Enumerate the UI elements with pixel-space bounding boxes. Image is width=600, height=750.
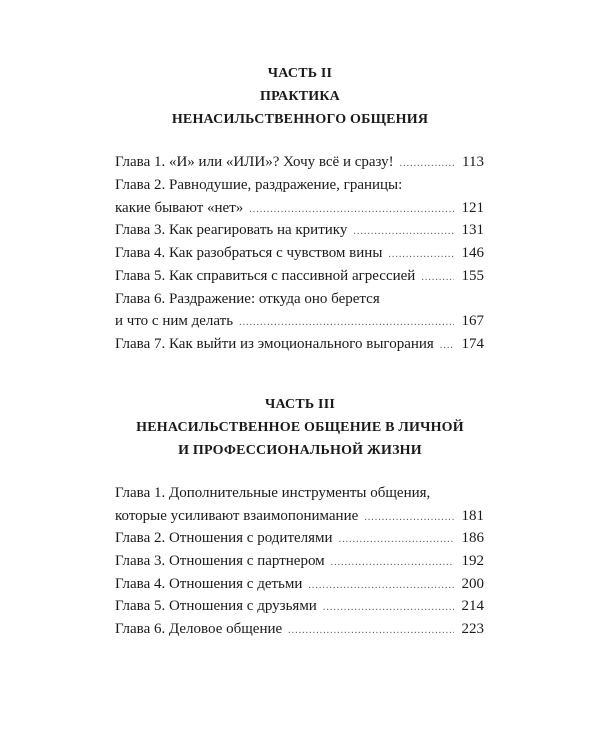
toc-page-number: 155 — [461, 268, 484, 284]
toc-entry-title-continued: которые усиливают взаимопонимание — [115, 508, 359, 524]
toc-entry-title: Глава 5. Отношения с друзьями — [115, 598, 317, 614]
leader-dots — [249, 201, 453, 219]
toc-entry-title: Глава 1. «И» или «ИЛИ»? Хочу всё и сразу! — [115, 154, 394, 170]
toc-entry-title: Глава 2. Равнодушие, раздражение, границы: — [115, 177, 403, 193]
toc-entry-part3-ch1-line1[interactable] — [115, 484, 484, 502]
toc-entry-title: Глава 7. Как выйти из эмоционального выгорания — [115, 336, 434, 352]
toc-entry-title: Глава 2. Отношения с родителями — [115, 530, 333, 546]
toc-entry-title: Глава 4. Отношения с детьми — [115, 576, 303, 592]
leader-dots — [288, 622, 453, 640]
part-2-label: ЧАСТЬ II — [267, 66, 333, 81]
toc-entry-part2-ch2[interactable] — [115, 199, 484, 217]
part-3-title-line-2: И ПРОФЕССИОНАЛЬНОЙ ЖИЗНИ — [178, 443, 422, 458]
leader-dots — [239, 314, 453, 332]
toc-page-number: 121 — [461, 200, 484, 216]
leader-dots — [353, 223, 453, 241]
toc-page-number: 223 — [461, 621, 484, 637]
toc-entry-title-continued: и что с ним делать — [115, 313, 234, 329]
toc-entry-part3-ch3[interactable] — [115, 552, 484, 570]
toc-page-number: 131 — [461, 222, 484, 238]
leader-dots — [421, 269, 453, 287]
toc-entry-part2-ch4[interactable] — [115, 244, 484, 262]
part-3-title-line-1: НЕНАСИЛЬСТВЕННОЕ ОБЩЕНИЕ В ЛИЧНОЙ — [136, 420, 464, 435]
leader-dots — [339, 531, 454, 549]
leader-dots — [308, 577, 453, 595]
toc-entry-title: Глава 1. Дополнительные инструменты общения, — [115, 485, 431, 501]
leader-dots — [364, 509, 453, 527]
part-3-label: ЧАСТЬ III — [264, 397, 336, 412]
toc-entry-part2-ch7[interactable] — [115, 335, 484, 353]
toc-entry-part2-ch3[interactable] — [115, 221, 484, 239]
toc-entry-part2-ch6[interactable] — [115, 312, 484, 330]
toc-page-number: 181 — [461, 508, 484, 524]
toc-page-number: 214 — [461, 598, 484, 614]
leader-dots — [400, 155, 454, 173]
leader-dots — [440, 337, 454, 355]
part-2-title-line-1: ПРАКТИКА — [259, 89, 340, 104]
toc-page-number: 192 — [461, 553, 484, 569]
toc-entry-part2-ch6-line1[interactable] — [115, 290, 484, 308]
toc-entry-title: Глава 4. Как разобраться с чувством вины — [115, 245, 383, 261]
toc-page-number: 167 — [461, 313, 484, 329]
toc-entry-title: Глава 6. Раздражение: откуда оно берется — [115, 291, 380, 307]
toc-entry-part2-ch1[interactable] — [115, 153, 484, 171]
toc-entry-part3-ch6[interactable] — [115, 620, 484, 638]
toc-page-number: 186 — [461, 530, 484, 546]
toc-entry-title: Глава 6. Деловое общение — [115, 621, 283, 637]
toc-entry-title: Глава 5. Как справиться с пассивной агрессией — [115, 268, 416, 284]
toc-page-number: 174 — [461, 336, 484, 352]
toc-entry-part3-ch2[interactable] — [115, 529, 484, 547]
leader-dots — [331, 554, 454, 572]
toc-entry-part3-ch4[interactable] — [115, 575, 484, 593]
toc-page-number: 113 — [462, 154, 484, 170]
toc-entry-title-continued: какие бывают «нет» — [115, 200, 244, 216]
leader-dots — [323, 599, 454, 617]
toc-entry-part3-ch1[interactable] — [115, 507, 484, 525]
toc-entry-part2-ch5[interactable] — [115, 267, 484, 285]
toc-page-number: 146 — [461, 245, 484, 261]
toc-entry-part2-ch2-line1[interactable] — [115, 176, 484, 194]
toc-entry-part3-ch5[interactable] — [115, 597, 484, 615]
toc-entry-title: Глава 3. Отношения с партнером — [115, 553, 325, 569]
toc-page-number: 200 — [461, 576, 484, 592]
toc-entry-title: Глава 3. Как реагировать на критику — [115, 222, 348, 238]
part-2-title-line-2: НЕНАСИЛЬСТВЕННОГО ОБЩЕНИЯ — [171, 112, 429, 127]
leader-dots — [388, 246, 453, 264]
